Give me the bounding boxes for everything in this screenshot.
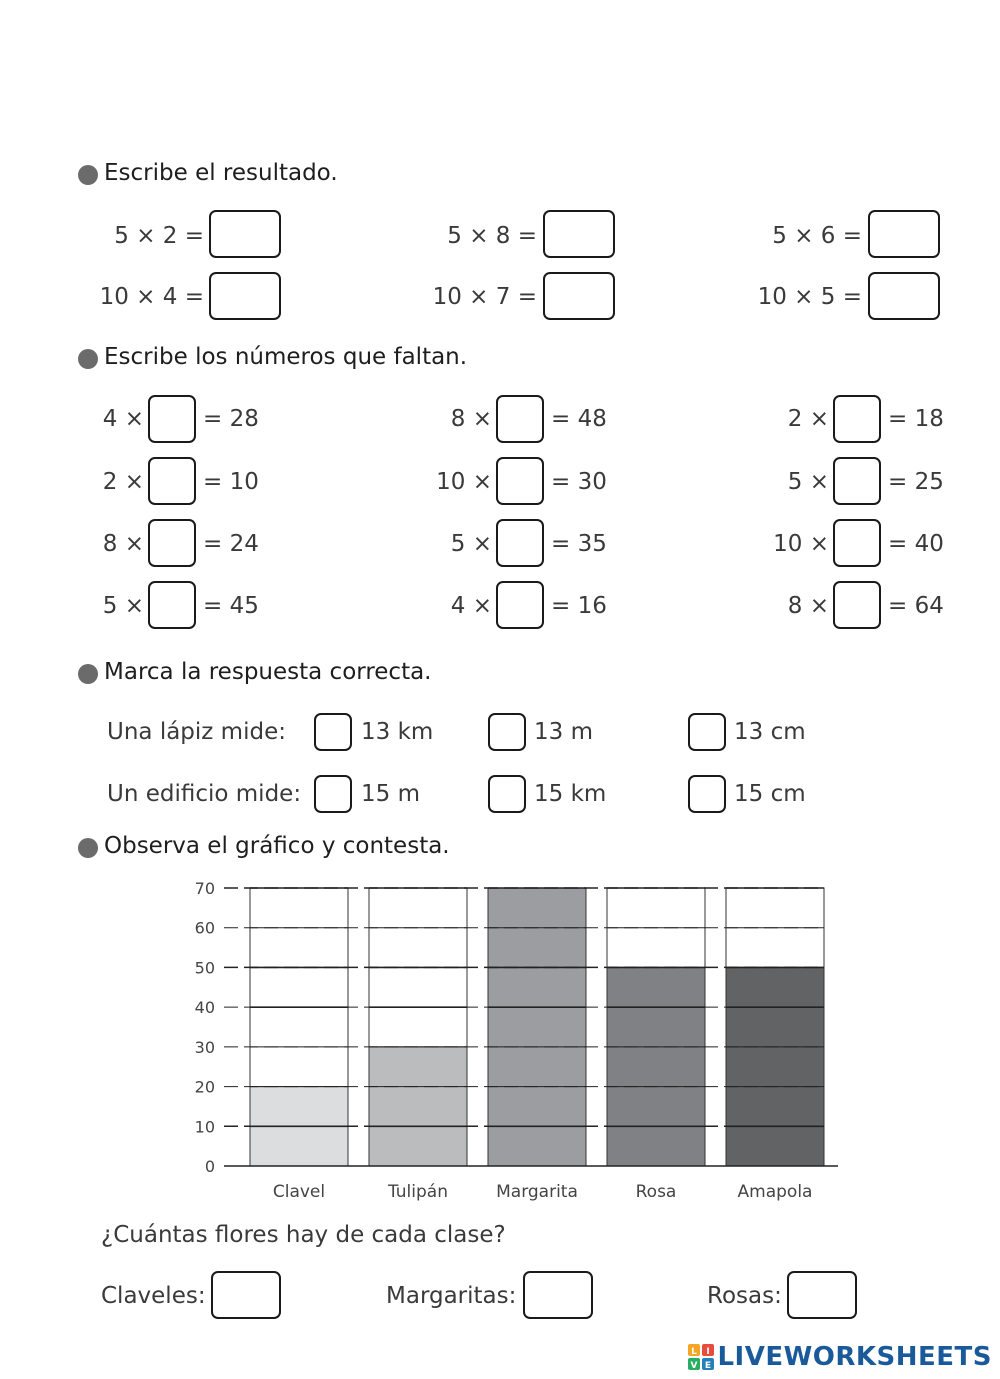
choice-checkbox[interactable]: [488, 713, 526, 751]
section-4-title: Observa el gráfico y contesta.: [104, 833, 450, 859]
result-expr: 10 × 7 =: [432, 284, 537, 310]
missing-factor: 2 ×: [787, 406, 829, 432]
missing-answer-box[interactable]: [833, 395, 881, 443]
choice-option: 15 km: [534, 781, 607, 807]
choice-checkbox[interactable]: [688, 775, 726, 813]
logo-letter: I: [706, 1347, 711, 1357]
question-text: ¿Cuántas flores hay de cada clase?: [101, 1222, 506, 1248]
missing-product: = 45: [203, 593, 259, 619]
y-tick-label: 60: [194, 918, 215, 938]
y-tick-label: 0: [204, 1157, 215, 1176]
result-expr: 5 × 8 =: [447, 223, 537, 249]
logo-letter: V: [690, 1361, 698, 1370]
choice-checkbox[interactable]: [488, 775, 526, 813]
choice-checkbox[interactable]: [688, 713, 726, 751]
flower-bar-chart: [0, 860, 1000, 1220]
missing-product: = 18: [888, 406, 944, 432]
missing-factor: 10 ×: [773, 531, 829, 557]
section-1-title: Escribe el resultado.: [104, 160, 338, 186]
bar-rosa: [607, 967, 705, 1166]
bar-margarita: [488, 888, 586, 1166]
answer-box-rosas[interactable]: [787, 1271, 857, 1319]
missing-factor: 4 ×: [102, 406, 144, 432]
section-bullet: [78, 349, 98, 369]
missing-product: = 24: [203, 531, 259, 557]
missing-factor: 5 ×: [787, 469, 829, 495]
result-expr: 5 × 6 =: [772, 223, 862, 249]
missing-product: = 16: [551, 593, 607, 619]
result-expr: 10 × 4 =: [99, 284, 204, 310]
result-answer-box[interactable]: [543, 210, 615, 258]
x-tick-label: Rosa: [635, 1182, 677, 1202]
y-tick-label: 50: [194, 958, 215, 978]
liveworksheets-logo: [688, 1341, 992, 1373]
choice-option: 13 km: [361, 719, 434, 745]
section-bullet: [78, 165, 98, 185]
missing-product: = 64: [888, 593, 944, 619]
missing-factor: 8 ×: [102, 531, 144, 557]
missing-factor: 8 ×: [787, 593, 829, 619]
missing-factor: 5 ×: [450, 531, 492, 557]
missing-factor: 2 ×: [102, 469, 144, 495]
answer-label: Margaritas:: [386, 1283, 517, 1309]
logo-letter: L: [691, 1347, 698, 1357]
brand-name: LIVEWORKSHEETS: [717, 1342, 992, 1372]
missing-answer-box[interactable]: [148, 519, 196, 567]
missing-product: = 48: [551, 406, 607, 432]
choice-option: 13 m: [534, 719, 593, 745]
answer-label: Claveles:: [101, 1283, 206, 1309]
answer-box-margaritas[interactable]: [523, 1271, 593, 1319]
bar-amapola: [726, 967, 824, 1166]
section-3-title: Marca la respuesta correcta.: [104, 659, 432, 685]
missing-factor: 10 ×: [436, 469, 492, 495]
x-tick-label: Tulipán: [387, 1182, 449, 1202]
result-answer-box[interactable]: [543, 272, 615, 320]
result-answer-box[interactable]: [868, 272, 940, 320]
y-tick-label: 40: [194, 998, 215, 1018]
missing-answer-box[interactable]: [148, 457, 196, 505]
missing-factor: 4 ×: [450, 593, 492, 619]
choice-question: Un edificio mide:: [107, 781, 302, 807]
x-tick-label: Margarita: [496, 1182, 578, 1202]
choice-option: 13 cm: [734, 719, 806, 745]
logo-letter: E: [705, 1361, 712, 1370]
missing-answer-box[interactable]: [496, 581, 544, 629]
y-tick-label: 10: [194, 1117, 215, 1137]
choice-question: Una lápiz mide:: [107, 719, 286, 745]
missing-product: = 30: [551, 469, 607, 495]
section-2-title: Escribe los números que faltan.: [104, 344, 468, 370]
missing-answer-box[interactable]: [833, 457, 881, 505]
missing-answer-box[interactable]: [148, 581, 196, 629]
missing-factor: 8 ×: [450, 406, 492, 432]
y-tick-label: 20: [194, 1077, 215, 1097]
missing-answer-box[interactable]: [148, 395, 196, 443]
missing-product: = 25: [888, 469, 944, 495]
missing-product: = 40: [888, 531, 944, 557]
choice-checkbox[interactable]: [314, 775, 352, 813]
missing-answer-box[interactable]: [496, 457, 544, 505]
section-bullet: [78, 838, 98, 858]
missing-answer-box[interactable]: [496, 395, 544, 443]
x-tick-label: Clavel: [272, 1182, 326, 1202]
missing-answer-box[interactable]: [833, 581, 881, 629]
logo-icon: [688, 1344, 714, 1370]
missing-factor: 5 ×: [102, 593, 144, 619]
answer-box-claveles[interactable]: [211, 1271, 281, 1319]
section-bullet: [78, 664, 98, 684]
missing-product: = 28: [203, 406, 259, 432]
answer-label: Rosas:: [707, 1283, 782, 1309]
missing-answer-box[interactable]: [496, 519, 544, 567]
missing-answer-box[interactable]: [833, 519, 881, 567]
result-answer-box[interactable]: [209, 210, 281, 258]
result-answer-box[interactable]: [868, 210, 940, 258]
y-tick-label: 70: [194, 879, 215, 898]
result-answer-box[interactable]: [209, 272, 281, 320]
result-expr: 5 × 2 =: [114, 223, 204, 249]
choice-option: 15 m: [361, 781, 420, 807]
result-expr: 10 × 5 =: [757, 284, 862, 310]
y-tick-label: 30: [194, 1037, 215, 1057]
missing-product: = 10: [203, 469, 259, 495]
x-tick-label: Amapola: [737, 1182, 813, 1202]
missing-product: = 35: [551, 531, 607, 557]
choice-checkbox[interactable]: [314, 713, 352, 751]
bar-tulipán: [369, 1047, 467, 1166]
choice-option: 15 cm: [734, 781, 806, 807]
